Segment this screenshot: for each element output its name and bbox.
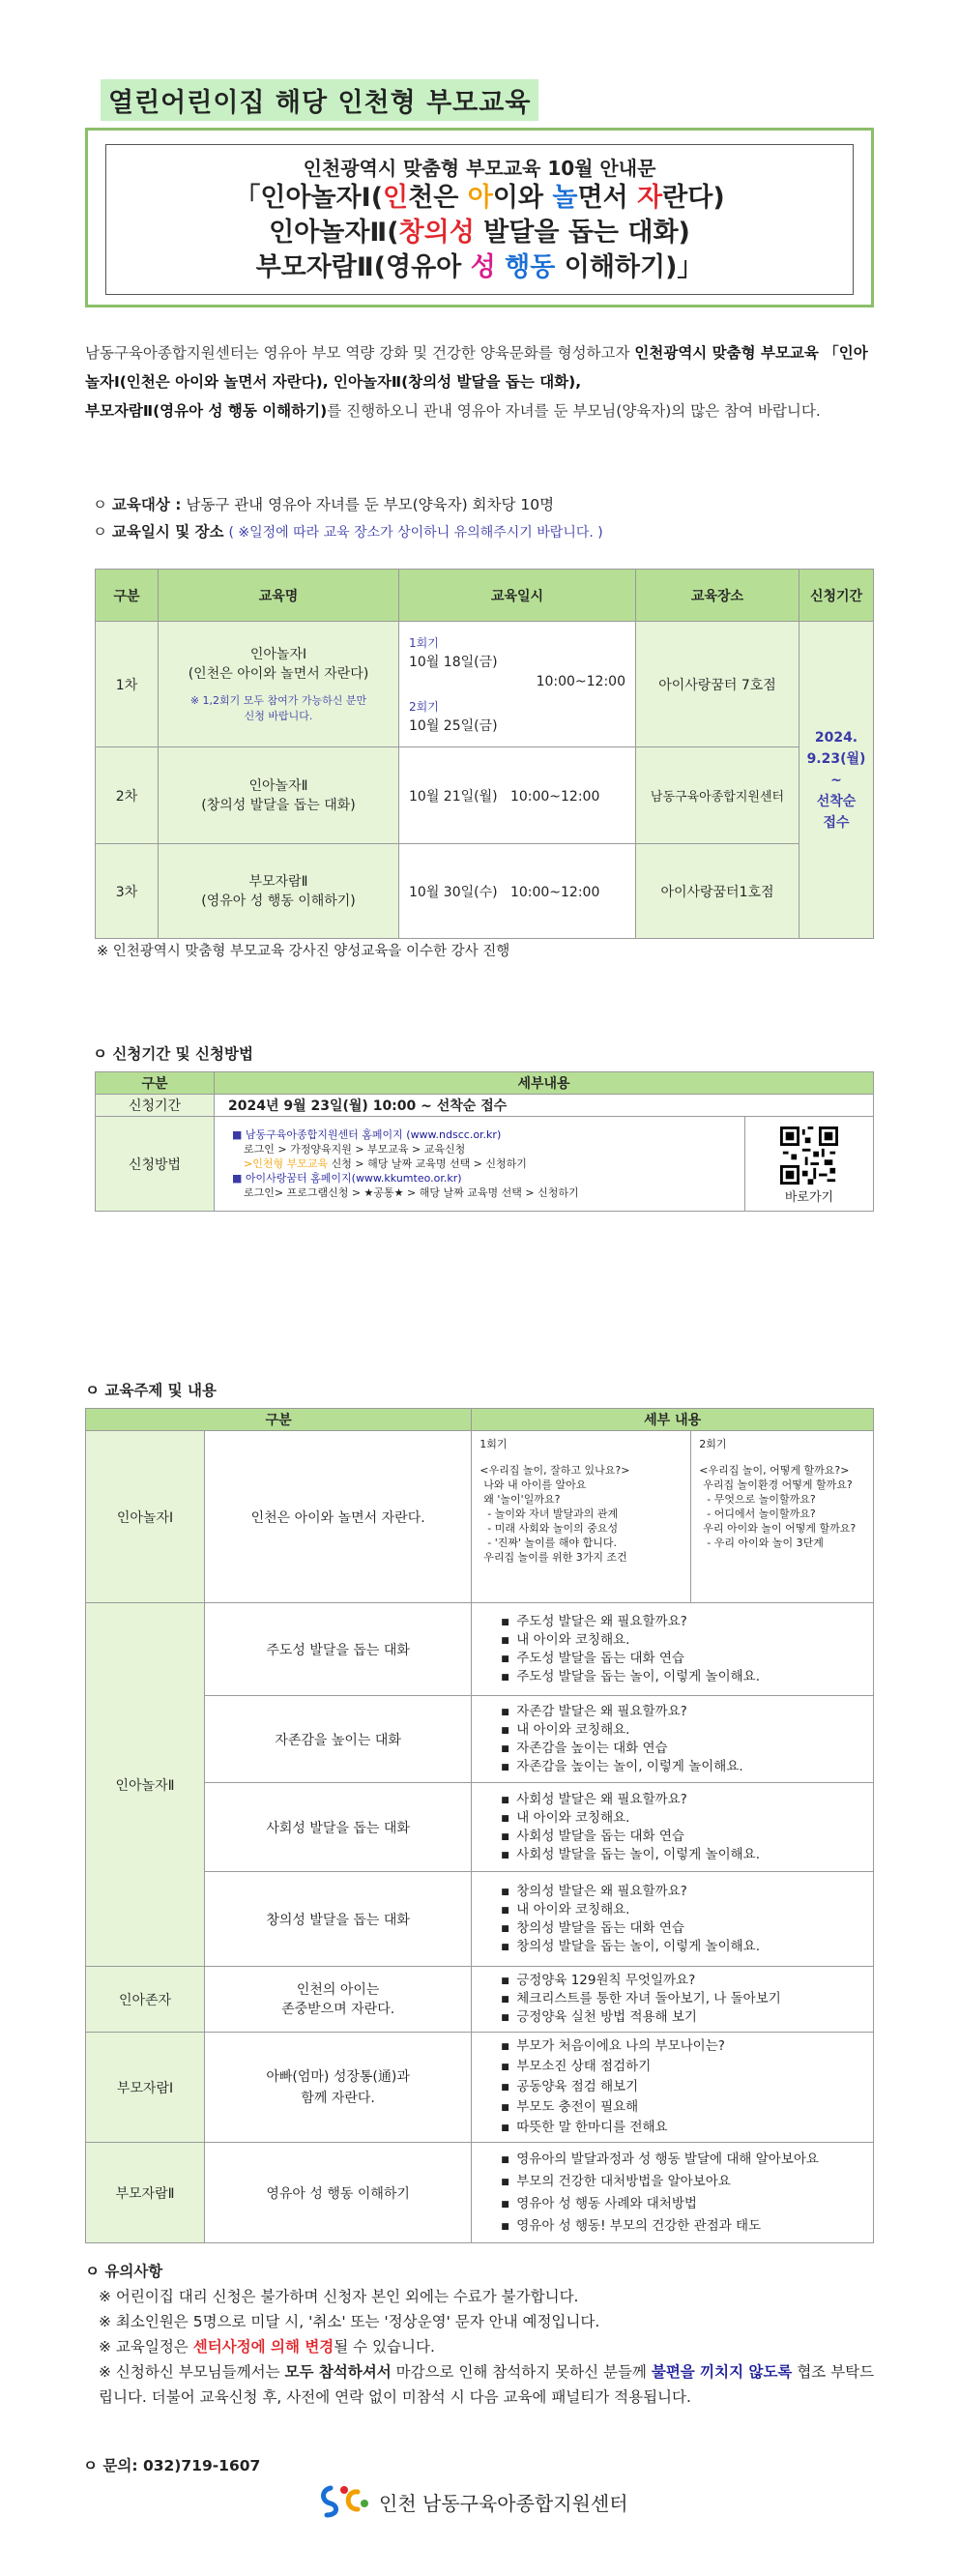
datetime-line: ㅇ 교육일시 및 장소 ( ※일정에 따라 교육 장소가 상이하니 유의해주시기 바랍니다. ) <box>93 523 603 541</box>
caution-line2: ※ 최소인원은 5명으로 미달 시, '취소' 또는 '정상운영' 문자 안내 예정입니다. <box>99 2313 600 2330</box>
th-name: 교육명 <box>159 570 399 622</box>
apply-th-detail: 세부내용 <box>215 1072 874 1095</box>
header-label: 열린어린이집 해당 인천형 부모교육 <box>101 79 538 121</box>
topic-social: 사회성 발달을 돕는 대화 <box>205 1783 472 1872</box>
datetime-1: 1회기 10월 18일(금) 10:00~12:00 2회기 10월 25일(금) <box>399 622 636 747</box>
title-line1: 인천광역시 맞춤형 부모교육 10월 안내문 <box>303 157 656 180</box>
session1-detail: 1회기 <우리집 놀이, 잘하고 있나요?> 나와 내 아이를 알아요 왜 '놀이'일까요? - 놀이와 자녀 발달과의 관계 - 미래 사회와 놀이의 중요성 - '진짜' 놀이를 해야 합니다. 우리집 놀이를 위한 3가지 조건 <box>472 1431 691 1603</box>
intro-paragraph: 남동구육아종합지원센터는 영유아 부모 역량 강화 및 건강한 양육문화를 형성하고자 인천광역시 맞춤형 부모교육 「인아놀자Ⅰ(인천은 아이와 놀면서 자란다), 인아놀자Ⅱ(창의성 발달을 돕는 대화), 부모자람Ⅱ(영유아 성 행동 이해하기)를 진행하오니 관내 영유아 자녀를 둔 부모님(양육자)의 많은 참여 바랍니다. <box>85 344 868 420</box>
topic-inajonja: 인천의 아이는 존중받으며 자란다. <box>205 1967 472 2033</box>
datetime-3: 10월 30일(수) 10:00~12:00 <box>399 844 636 939</box>
topics-heading: ㅇ 교육주제 및 내용 <box>85 1382 217 1399</box>
schedule-table <box>95 569 874 939</box>
detail-bumojaram2: ■ 영유아의 발달과정과 성 행동 발달에 대해 알아보아요 ■ 부모의 건강한 대처방법을 알아보아요 ■ 영유아 성 행동 사례와 대처방법 ■ 영유아 성 행동! 부모의 건강한 관점과 태도 <box>472 2143 874 2243</box>
topics-th-category: 구분 <box>86 1409 472 1431</box>
qr-cell <box>745 1117 874 1212</box>
title-line2: 「인아놀자Ⅰ(인천은 아이와 놀면서 자란다) <box>234 183 725 213</box>
detail-social: ■ 사회성 발달은 왜 필요할까요? ■ 내 아이와 코칭해요. ■ 사회성 발달을 돕는 대화 연습 ■ 사회성 발달을 돕는 놀이, 이렇게 놀이해요. <box>472 1783 874 1872</box>
apply-period-cell: 2024. 9.23(월) ~ 선착순 접수 <box>799 622 874 939</box>
qr-code-icon[interactable] <box>780 1127 838 1185</box>
target-line: ㅇ 교육대상 : 남동구 관내 영유아 자녀를 둔 부모(양육자) 회차당 10명 <box>93 496 555 513</box>
round-1: 1차 <box>96 622 159 747</box>
topics-th-detail: 세부 내용 <box>472 1409 874 1431</box>
topic-initiative: 주도성 발달을 돕는 대화 <box>205 1603 472 1696</box>
apply-heading: ㅇ 신청기간 및 신청방법 <box>93 1045 253 1063</box>
datetime-2: 10월 21일(월) 10:00~12:00 <box>399 747 636 844</box>
ndscc-link[interactable]: 남동구육아종합지원센터 홈페이지 (www.ndscc.or.kr) <box>245 1128 502 1141</box>
group-inajonja: 인아존자 <box>86 1967 205 2033</box>
contact-line: ㅇ 문의: 032)719-1607 <box>83 2457 261 2474</box>
apply-th-category: 구분 <box>96 1072 215 1095</box>
caution-line3: ※ 교육일정은 센터사정에 의해 변경될 수 있습니다. <box>99 2338 435 2356</box>
topics-table <box>85 1408 874 2243</box>
place-2: 남동구육아종합지원센터 <box>636 747 799 844</box>
apply-method-detail: ■ 남동구육아종합지원센터 홈페이지 (www.ndscc.or.kr) 로그인 > 가정양육지원 > 부모교육 > 교육신청 >인천형 부모교육 신청 > 해당 날짜 교육명 선택 > 신청하기 ■ 아이사랑꿈터 홈페이지(www.kkumteo.or.kr) 로그인> 프로그램신청 > ★공통★ > 해당 날짜 교육명 선택 > 신청하기 <box>215 1117 745 1212</box>
title-line3: 인아놀자Ⅱ(창의성 발달을 돕는 대화) <box>269 218 690 248</box>
th-apply-period: 신청기간 <box>799 570 874 622</box>
course-3: 부모자람Ⅱ (영유아 성 행동 이해하기) <box>159 844 399 939</box>
group-inanolja2: 인아놀자Ⅱ <box>86 1603 205 1967</box>
detail-selfesteem: ■ 자존감 발달은 왜 필요할까요? ■ 내 아이와 코칭해요. ■ 자존감을 높이는 대화 연습 ■ 자존감을 높이는 놀이, 이렇게 놀이해요. <box>472 1696 874 1783</box>
th-place: 교육장소 <box>636 570 799 622</box>
caution-line1: ※ 어린이집 대리 신청은 불가하며 신청자 본인 외에는 수료가 불가합니다. <box>99 2288 579 2305</box>
footer <box>319 2483 628 2520</box>
course-2: 인아놀자Ⅱ (창의성 발달을 돕는 대화) <box>159 747 399 844</box>
caution-line4: ※ 신청하신 부모님들께서는 모두 참석하셔서 마감으로 인해 참석하지 못하신 분들께 불편을 끼치지 않도록 협조 부탁드립니다. 더불어 교육신청 후, 사전에 연락 없이 미참석 시 다음 교육에 패널티가 적용됩니다. <box>99 2363 875 2406</box>
footer-org-name: 인천 남동구육아종합지원센터 <box>379 2491 628 2515</box>
detail-initiative: ■ 주도성 발달은 왜 필요할까요? ■ 내 아이와 코칭해요. ■ 주도성 발달을 돕는 대화 연습 ■ 주도성 발달을 돕는 놀이, 이렇게 놀이해요. <box>472 1603 874 1696</box>
detail-bumojaram1: ■ 부모가 처음이에요 나의 부모나이는? ■ 부모소진 상태 점검하기 ■ 공동양육 점검 해보기 ■ 부모도 충전이 필요해 ■ 따뜻한 말 한마디를 전해요 <box>472 2033 874 2143</box>
place-1: 아이사랑꿈터 7호점 <box>636 622 799 747</box>
topic-creativity: 창의성 발달을 돕는 대화 <box>205 1872 472 1967</box>
topic-selfesteem: 자존감을 높이는 대화 <box>205 1696 472 1783</box>
qr-label: 바로가기 <box>784 1190 834 1205</box>
round-3: 3차 <box>96 844 159 939</box>
detail-inajonja: ■ 긍정양육 129원칙 무엇일까요? ■ 체크리스트를 통한 자녀 돌아보기, 나 돌아보기 ■ 긍정양육 실천 방법 적용해 보기 <box>472 1967 874 2033</box>
caution-heading: ㅇ 유의사항 <box>85 2263 163 2280</box>
session2-detail: 2회기 <우리집 놀이, 어떻게 할까요?> 우리집 놀이환경 어떻게 할까요? - 무엇으로 놀이할까요? - 어디에서 놀이할까요? 우리 아이와 놀이 어떻게 할까요? - 우리 아이와 놀이 3단계 <box>691 1431 874 1603</box>
group-bumojaram2: 부모자람Ⅱ <box>86 2143 205 2243</box>
topic-bumojaram1: 아빠(엄마) 성장통(通)과 함께 자란다. <box>205 2033 472 2143</box>
schedule-footnote: ※ 인천광역시 맞춤형 부모교육 강사진 양성교육을 이수한 강사 진행 <box>97 944 510 959</box>
caution-section <box>81 2259 884 2410</box>
th-round: 구분 <box>96 570 159 622</box>
th-datetime: 교육일시 <box>399 570 636 622</box>
title-box <box>85 128 874 307</box>
apply-method-label: 신청방법 <box>96 1117 215 1212</box>
center-logo-icon <box>319 2484 371 2519</box>
kkumteo-link[interactable]: 아이사랑꿈터 홈페이지(www.kkumteo.or.kr) <box>245 1172 462 1185</box>
course-1: 인아놀자Ⅰ (인천은 아이와 놀면서 자란다) ※ 1,2회기 모두 참여가 가능하신 분만 신청 바랍니다. <box>159 622 399 747</box>
topic-bumojaram2: 영유아 성 행동 이해하기 <box>205 2143 472 2243</box>
apply-period-label: 신청기간 <box>96 1095 215 1117</box>
round-2: 2차 <box>96 747 159 844</box>
title-line4: 부모자람Ⅱ(영유아 성 행동 이해하기)」 <box>255 252 704 282</box>
place-3: 아이사랑꿈터1호점 <box>636 844 799 939</box>
topic-inanolja1: 인천은 아이와 놀면서 자란다. <box>205 1431 472 1603</box>
group-inanolja1: 인아놀자Ⅰ <box>86 1431 205 1603</box>
detail-creativity: ■ 창의성 발달은 왜 필요할까요? ■ 내 아이와 코칭해요. ■ 창의성 발달을 돕는 대화 연습 ■ 창의성 발달을 돕는 놀이, 이렇게 놀이해요. <box>472 1872 874 1967</box>
apply-period-value: 2024년 9월 23일(월) 10:00 ~ 선착순 접수 <box>215 1095 874 1117</box>
apply-table <box>95 1071 874 1212</box>
group-bumojaram1: 부모자람Ⅰ <box>86 2033 205 2143</box>
